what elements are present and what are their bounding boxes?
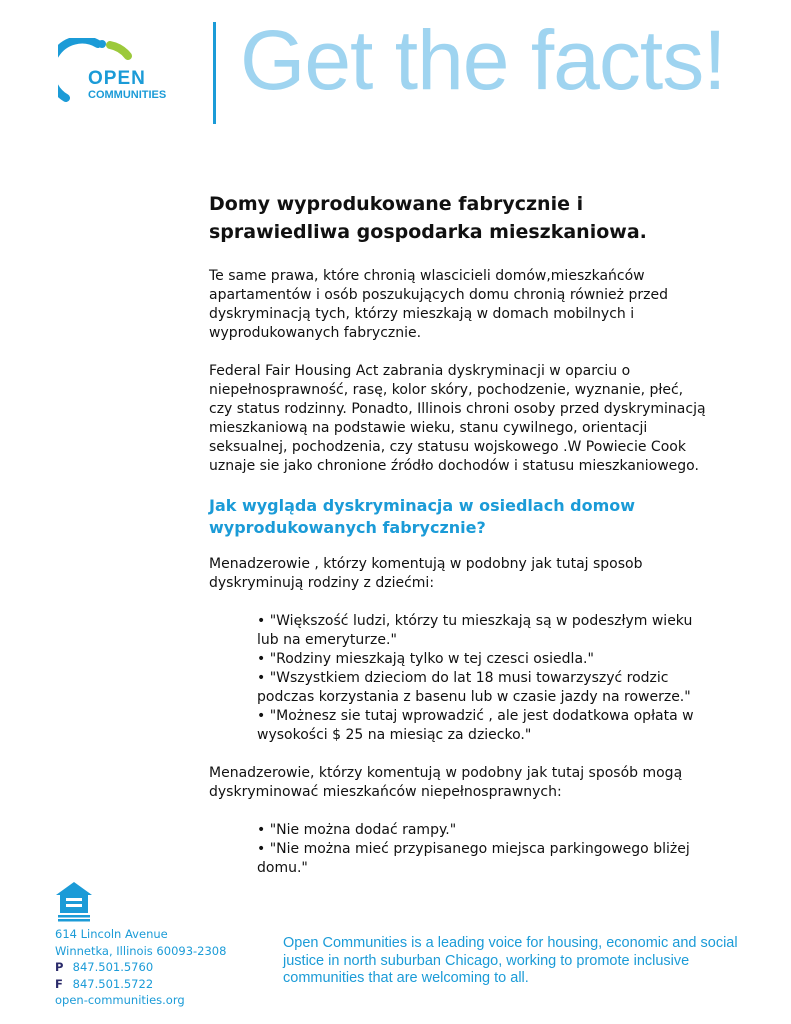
header-divider: [213, 22, 216, 124]
fax-number: 847.501.5722: [72, 976, 154, 991]
section-heading: Jak wygląda dyskryminacja w osiedlach domow wyprodukowanych fabrycznie?: [209, 496, 636, 537]
list-item: • "Nie można mieć przypisanego miejsca parkingowego bliżej domu.": [257, 841, 690, 876]
article: [209, 190, 709, 897]
bullet-list-families: [209, 612, 709, 745]
intro-families: Menadzerowie , którzy komentują w podobny jak tutaj sposob dyskryminują rodziny z dziećmi:: [209, 556, 643, 591]
fax-line: [55, 976, 226, 993]
bullet-list-disabilities: [209, 821, 709, 878]
equal-housing-opportunity-icon: [54, 880, 94, 922]
open-communities-logo: [58, 38, 188, 110]
contact-block: [55, 926, 226, 1009]
list-item: • "Możnesz sie tutaj wprowadzić , ale jest dodatkowa opłata w wysokości $ 25 na miesiąc za dziecko.": [257, 708, 694, 743]
article-title: Domy wyprodukowane fabrycznie i sprawiedliwa gospodarka mieszkaniowa.: [209, 193, 647, 243]
mission-statement: Open Communities is a leading voice for housing, economic and social justice in north suburban Chicago, working to promote inclusive communities that are welcoming to all.: [283, 935, 738, 986]
phone-number: 847.501.5760: [72, 960, 154, 974]
list-item: • "Rodziny mieszkają tylko w tej czesci osiedla.": [257, 651, 594, 667]
list-item: • "Wszystkiem dzieciom do lat 18 musi towarzyszyć rodzic podczas korzystania z basenu lub w czasie jazdy na rowerze.": [257, 670, 691, 705]
logo-word-communities: COMMUNITIES: [88, 89, 167, 101]
headline: Get the facts!: [240, 13, 726, 107]
website-link[interactable]: open-communities.org: [55, 993, 185, 1007]
logo-word-open: OPEN: [88, 68, 146, 89]
phone-label: P: [55, 960, 64, 974]
paragraph-rights: Te same prawa, które chronią wlascicieli domów,mieszkańców apartamentów i osób poszukujących domu chronią również przed dyskryminacją tych, którzy mieszkają w domach mobilnych i wyprodukowanych fabrycznie.: [209, 268, 668, 341]
list-item: • "Nie można dodać rampy.": [257, 822, 457, 838]
paragraph-fair-housing-act: Federal Fair Housing Act zabrania dyskryminacji w oparciu o niepełnosprawność, rasę, kolor skóry, pochodzenie, wyznanie, płeć, czy status rodzinny. Ponadto, Illinois chroni osoby przed dyskryminacją mieszkaniową na podstawie wieku, stanu cywilnego, orientacji seksualnej, pochodzenia, czy statusu wojskowego .W Powiecie Cook uznaje sie jako chronione źródło dochodów i statusu mieszkaniowego.: [209, 363, 706, 474]
phone-line: [55, 959, 226, 976]
list-item: • "Większość ludzi, którzy tu mieszkają są w podeszłym wieku lub na emeryturze.": [257, 613, 693, 648]
intro-disabilities: Menadzerowie, którzy komentują w podobny jak tutaj sposób mogą dyskryminować mieszkańców niepełnosprawnych:: [209, 765, 683, 800]
fax-label: F: [55, 976, 63, 991]
address-line-2: Winnetka, Illinois 60093-2308: [55, 943, 227, 958]
address-line-1: 614 Lincoln Avenue: [55, 927, 168, 941]
